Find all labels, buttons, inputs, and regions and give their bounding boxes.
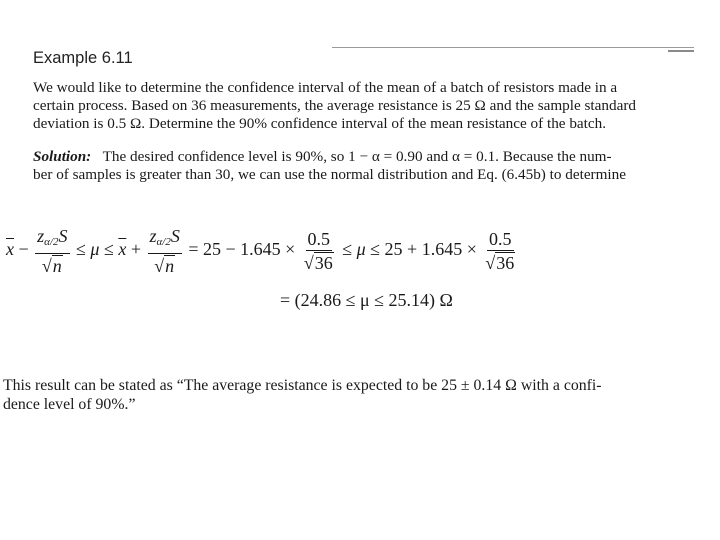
margin-fraction: $\frac{z_{\alpha/2}S}{√n}$ <box>149 226 180 276</box>
conclusion-line: This result can be stated as “The average resistance is expected to be 25 ± 0.14 Ω with a confi- <box>3 377 602 394</box>
confidence-interval-equation <box>6 226 519 276</box>
interval-result: = (24.86 ≤ μ ≤ 25.14) Ω <box>280 290 453 310</box>
conclusion-line: dence level of 90%.” <box>3 396 136 413</box>
problem-line: certain process. Based on 36 measurements, the average resistance is 25 Ω and the sample standard <box>33 97 636 114</box>
numeric-fraction: $\frac{0.5}{√36}$ <box>485 229 515 273</box>
z-value: 1.645 <box>240 239 281 260</box>
mu-symbol: μ <box>356 239 366 260</box>
mean-value: 25 <box>384 239 403 260</box>
example-title: Example 6.11 <box>33 49 133 67</box>
z-value: 1.645 <box>421 239 463 260</box>
solution-line: ber of samples is greater than 30, we can use the normal distribution and Eq. (6.45b) to determine <box>33 166 626 183</box>
sample-mean-symbol: $\overline{x}$ <box>118 239 127 260</box>
sample-mean-symbol: $\overline{x}$ <box>6 239 14 260</box>
conclusion-text <box>3 376 602 414</box>
solution-text <box>33 148 626 184</box>
mu-symbol: μ <box>90 239 100 260</box>
solution-label: Solution: <box>33 148 92 165</box>
leq-sign: ≤ <box>342 239 353 260</box>
header-rule <box>332 47 694 48</box>
leq-sign: ≤ <box>370 239 381 260</box>
problem-line: We would like to determine the confidence interval of the mean of a batch of resistors made in a <box>33 79 618 96</box>
margin-fraction: $\frac{z_{\alpha/2}S}{√n}$ <box>37 226 68 276</box>
solution-line <box>33 148 626 166</box>
plus-sign: + <box>407 239 418 260</box>
plus-sign: + <box>130 239 141 260</box>
solution-line-text: The desired confidence level is 90%, so 1 − α = 0.90 and α = 0.1. Because the num- <box>102 148 612 165</box>
mean-value: 25 <box>203 239 222 260</box>
minus-sign: − <box>225 239 236 260</box>
leq-sign: ≤ <box>76 239 86 260</box>
minus-sign: − <box>18 239 29 260</box>
times-sign: × <box>285 239 296 260</box>
times-sign: × <box>466 239 477 260</box>
equals-sign: = <box>188 239 199 260</box>
problem-line: deviation is 0.5 Ω. Determine the 90% confidence interval of the mean resistance of the batch. <box>33 115 607 132</box>
problem-statement <box>33 79 636 133</box>
leq-sign: ≤ <box>103 239 114 260</box>
header-rule-accent <box>668 50 694 52</box>
numeric-fraction: $\frac{0.5}{√36}$ <box>303 229 333 273</box>
